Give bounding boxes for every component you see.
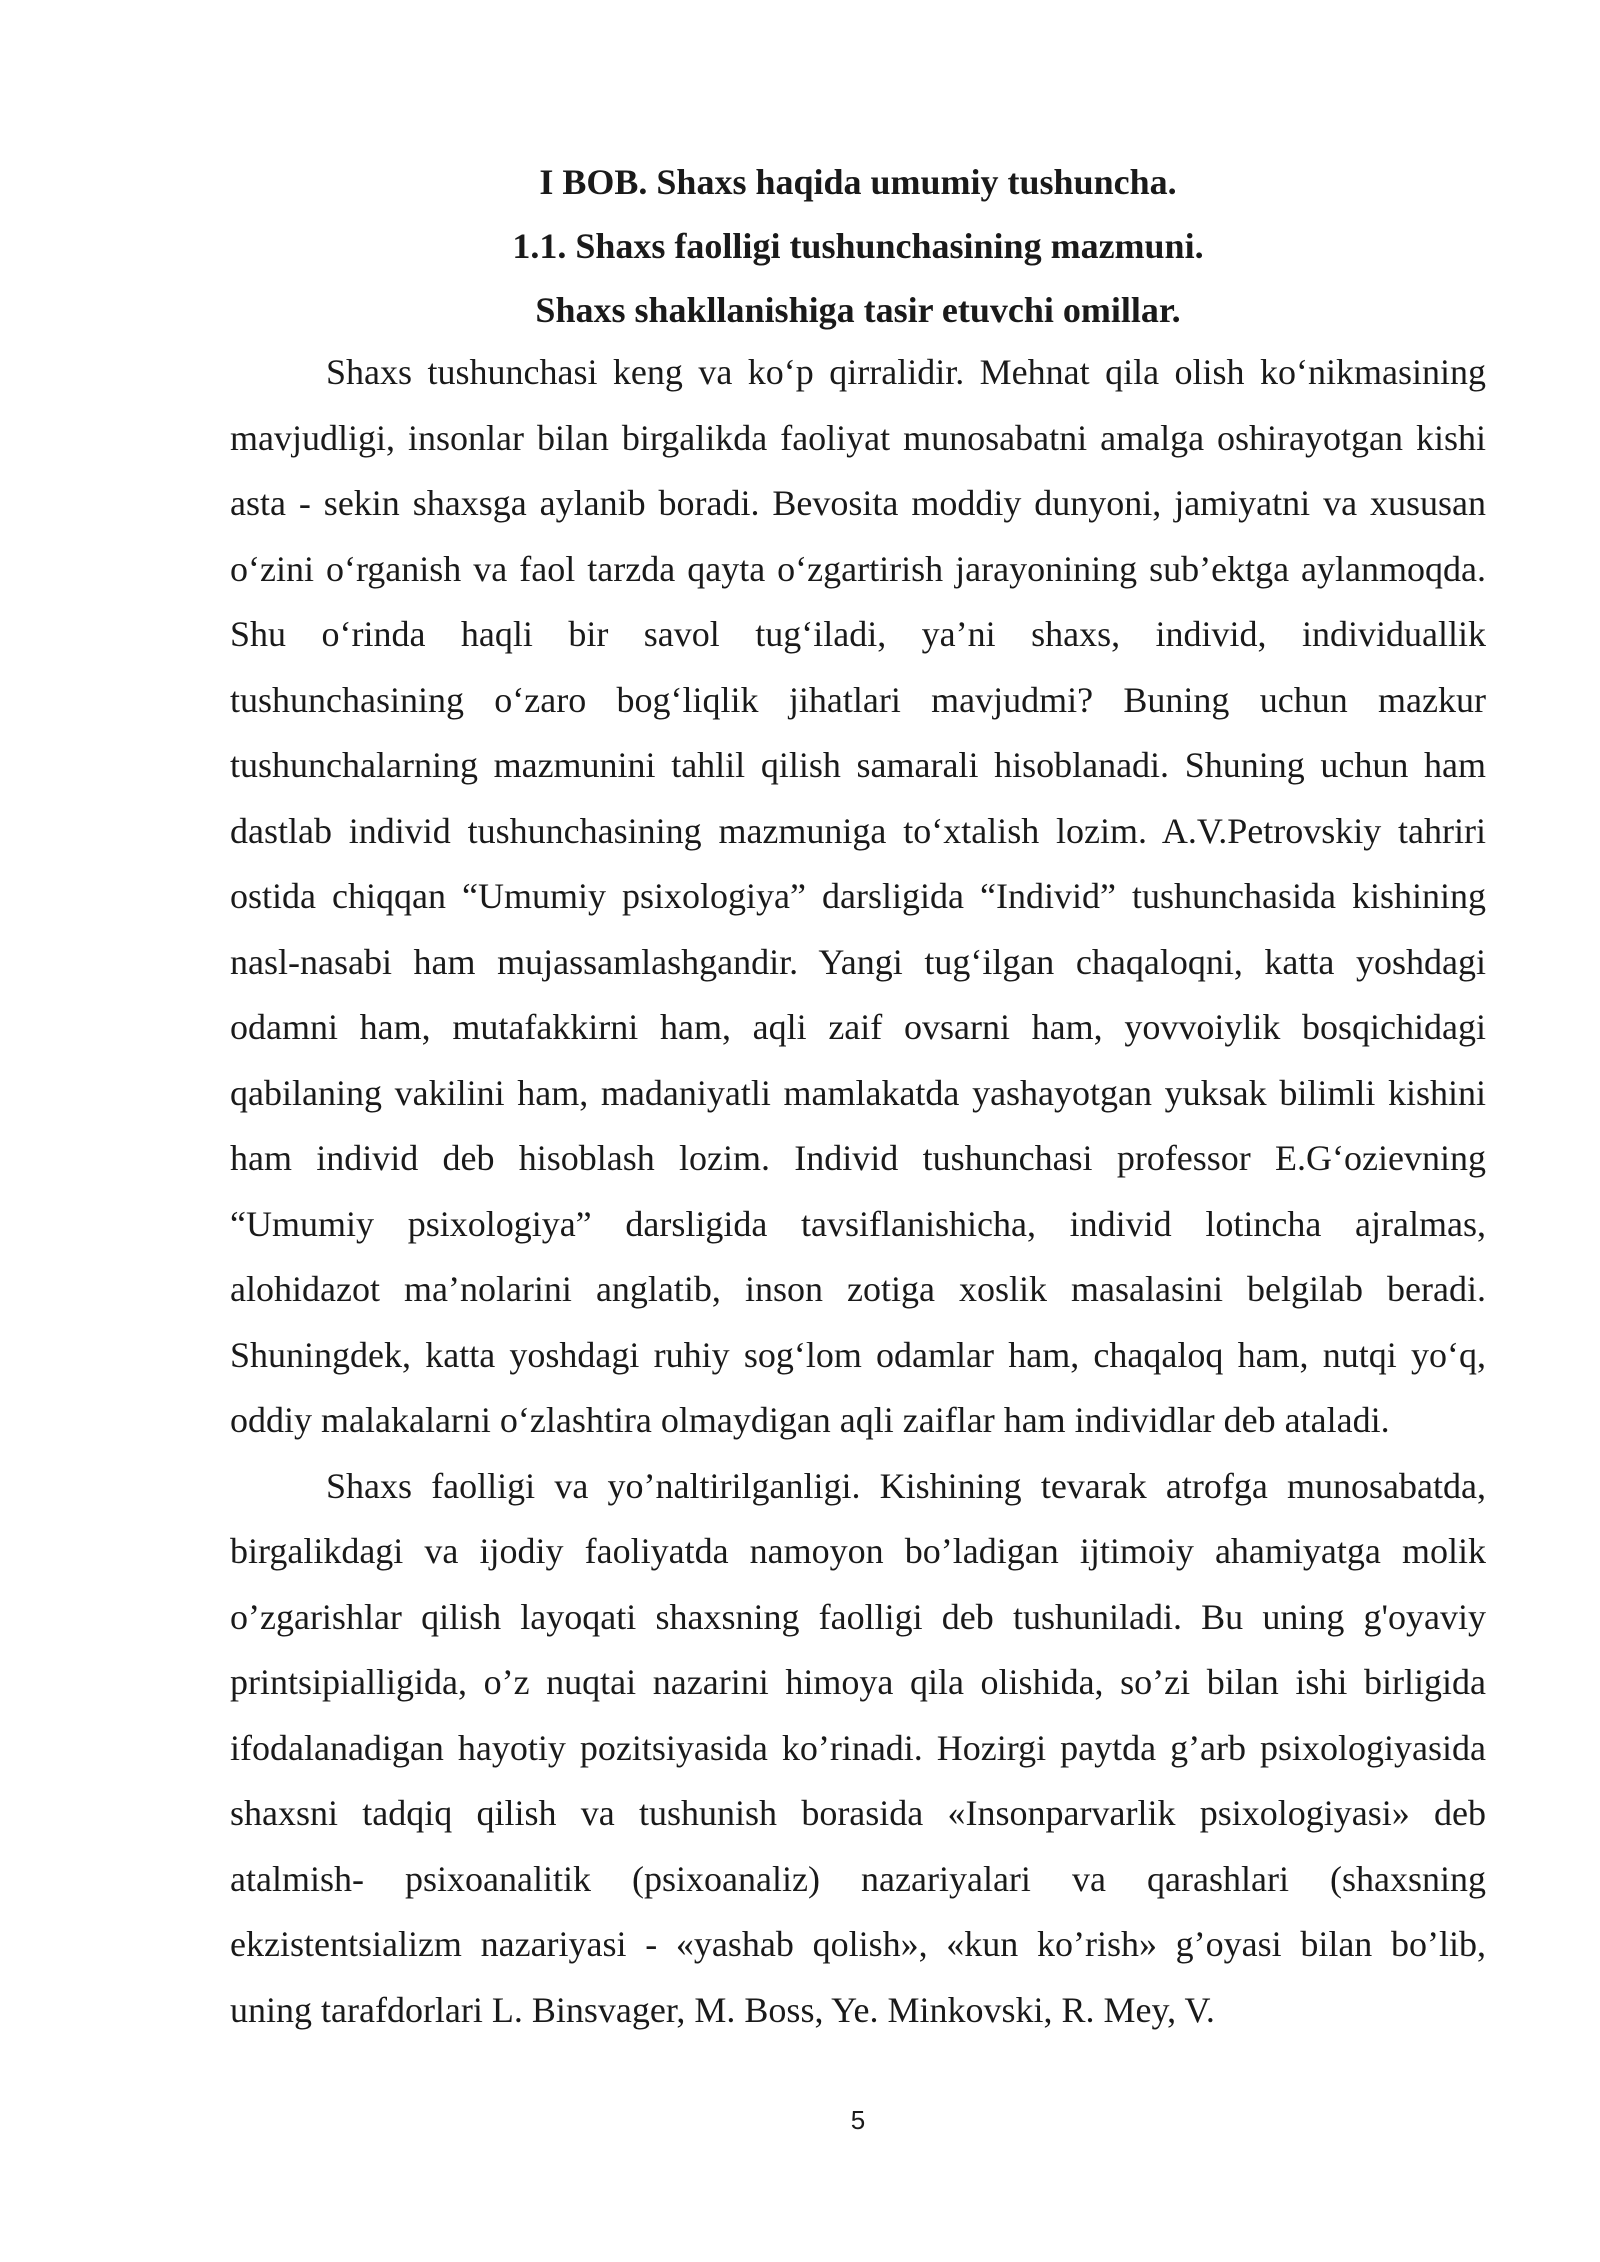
chapter-headings: [230, 150, 1486, 342]
section-subtitle: Shaxs shakllanishiga tasir etuvchi omillar.: [535, 290, 1181, 330]
paragraph-individ: Shaxs tushunchasi keng va koʻp qirralidir. Mehnat qila olish koʻnikmasining mavjudligi, insonlar bilan birgalikda faoliyat munosabatni amalga oshirayotgan kishi asta - sekin shaxsga aylanib boradi. Bevosita moddiy dunyoni, jamiyatni va xususan oʻzini oʻrganish va faol tarzda qayta oʻzgartirish jarayonining sub’ektga aylanmoqda. Shu oʻrinda haqli bir savol tugʻiladi, ya’ni shaxs, individ, individuallik tushunchasining oʻzaro bogʻliqlik jihatlari mavjudmi? Buning uchun mazkur tushunchalarning mazmunini tahlil qilish samarali hisoblanadi. Shuning uchun ham dastlab individ tushunchasining mazmuniga toʻxtalish lozim. A.V.Petrovskiy tahriri ostida chiqqan “Umumiy psixologiya” darsligida “Individ” tushunchasida kishining nasl-nasabi ham mujassamlashgandir. Yangi tugʻilgan chaqaloqni, katta yoshdagi odamni ham, mutafakkirni ham, aqli zaif ovsarni ham, yovvoiylik bosqichidagi qabilaning vakilini ham, madaniyatli mamlakatda yashayotgan yuksak bilimli kishini ham individ deb hisoblash lozim. Individ tushunchasi professor E.Gʻozievning “Umumiy psixologiya” darsligida tavsiflanishicha, individ lotincha ajralmas, alohidazot ma’nolarini anglatib, inson zotiga xoslik masalasini belgilab beradi. Shuningdek, katta yoshdagi ruhiy sogʻlom odamlar ham, chaqaloq ham, nutqi yoʻq, oddiy malakalarni oʻzlashtira olmaydigan aqli zaiflar ham individlar deb ataladi.: [230, 352, 1486, 1440]
chapter-title: I BOB. Shaxs haqida umumiy tushuncha.: [539, 162, 1177, 202]
paragraph-faollik: Shaxs faolligi va yo’naltirilganligi. Kishining tevarak atrofga munosabatda, birgalikdagi va ijodiy faoliyatda namoyon bo’ladigan ijtimoiy ahamiyatga molik o’zgarishlar qilish layoqati shaxsning faolligi deb tushuniladi. Bu uning g'oyaviy printsipialligida, o’z nuqtai nazarini himoya qila olishida, so’zi bilan ishi birligida ifodalanadigan hayotiy pozitsiyasida ko’rinadi. Hozirgi paytda g’arb psixologiyasida shaxsni tadqiq qilish va tushunish borasida «Insonparvarlik psixologiyasi» deb atalmish- psixoanalitik (psixoanaliz) nazariyalari va qarashlari (shaxsning ekzistentsializm nazariyasi - «yashab qolish», «kun ko’rish» g’oyasi bilan bo’lib, uning tarafdorlari L. Binsvager, M. Boss, Ye. Minkovski, R. Mey, V.: [230, 1465, 1486, 2030]
body-text: [230, 340, 1486, 2043]
section-title: 1.1. Shaxs faolligi tushunchasining mazmuni.: [512, 226, 1204, 266]
page-number: 5: [850, 2105, 866, 2135]
